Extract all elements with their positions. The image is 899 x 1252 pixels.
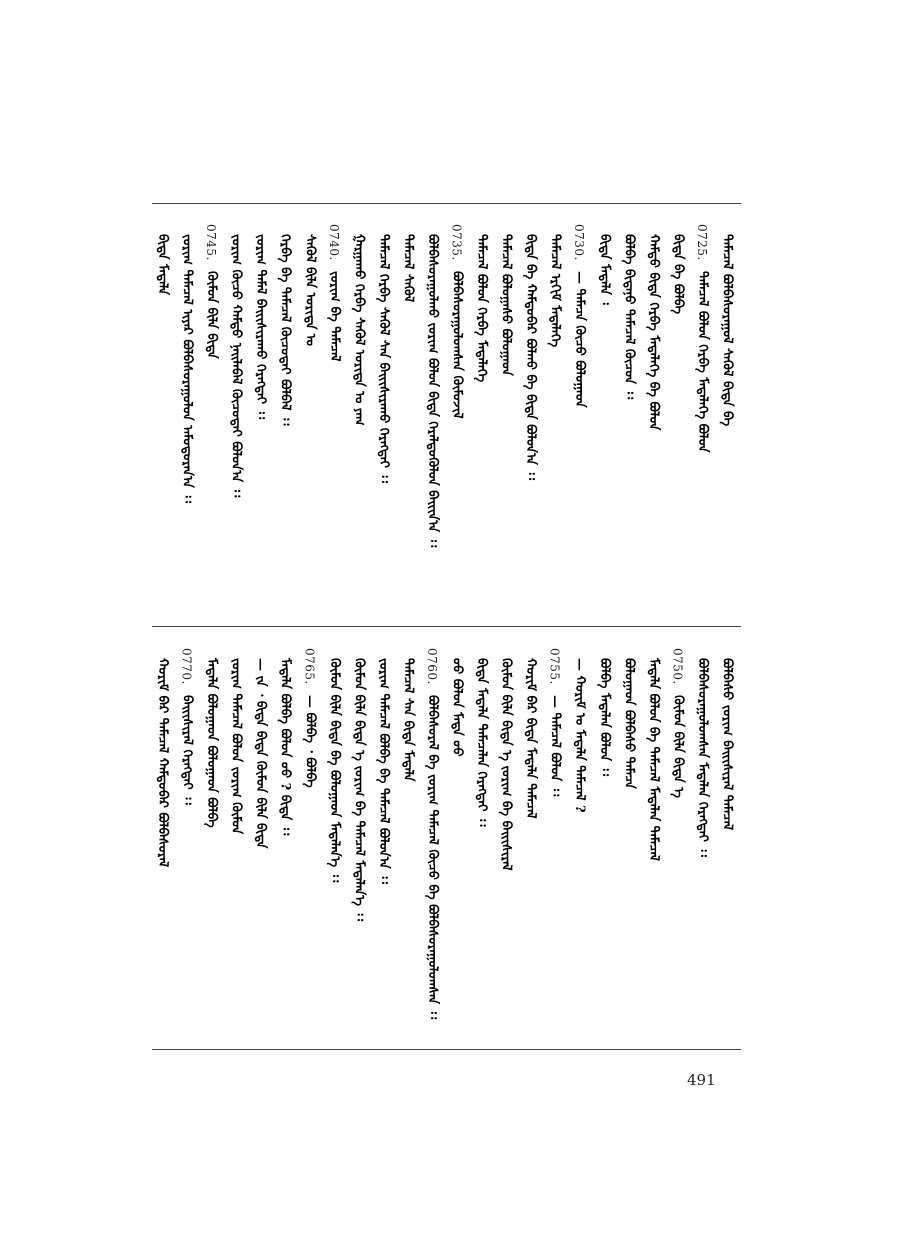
text-line — [596, 224, 612, 612]
text-line — [350, 648, 366, 1038]
mongolian-text: ᠪᠢᠳᠡ ᠮᠠᠳᠡᠯᠡ ᠲᠡᠮᠡᠴᠡᠯᠡᠨ ᠬᠡᠷᠡᠭᠲᠡᠢ ᠄᠄ — [474, 658, 490, 827]
mongolian-text: ᠲᠡᠮᠡᠴᠡᠯ ᠡᠷᠬᠢᠮ ᠮᠠᠳᠡᠯᠡᠭᠡ — [547, 234, 563, 348]
lower-text-block — [152, 648, 741, 1038]
text-line — [571, 648, 587, 1038]
text-line — [498, 648, 514, 1038]
text-line — [424, 648, 440, 1038]
line-number: 0745. — [204, 224, 219, 261]
mongolian-text: ᠵᠣᠷᠢᠭ ᠲᠡᠮᠡᠴᠡᠯ ᠪᠣᠯᠪᠠ ᠪᠠ ᠲᠡᠮᠡᠴᠡᠯ ᠪᠣᠯᠤᠨ᠎ᠠ ᠄᠄ — [375, 658, 391, 884]
mongolian-text: ᠪᠢᠳᠡ ᠪᠠ ᠪᠣᠯᠪᠠ — [670, 234, 686, 315]
mongolian-text: — ᠵᠠ ᠂ ᠪᠢᠳᠡ ᠪᠢᠳᠡ ᠬᠦᠮᠦᠨ ᠪᠢᠯᠡ ᠪᠢᠳᠡ — [253, 658, 269, 849]
line-number: 0765. — [302, 648, 317, 685]
mongolian-text: — ᠲᠡᠮᠡᠴᠡᠯ ᠪᠣᠯᠤᠨ ᠄᠄ — [547, 694, 563, 797]
text-line — [203, 648, 219, 1038]
text-line — [449, 648, 465, 1038]
text-line — [301, 224, 317, 612]
text-line — [179, 224, 195, 612]
mongolian-text: ᠪᠣᠯᠤᠭᠠᠳ ᠪᠣᠯᠪᠠᠰᠤ ᠲᠡᠮᠡᠴᠡ — [621, 658, 637, 789]
mongolian-text: ᠲᠡᠮᠡᠴᠡᠯ ᠪᠣᠯᠤᠨ ᠬᠡᠷᠪᠡ ᠮᠠᠳᠡᠯᠡᠭᠡ ᠪᠣᠯᠤᠨ — [694, 270, 710, 453]
mongolian-text: ᠭᠠᠷᠭᠠᠬᠤ ᠬᠡᠷᠪᠡ ᠰᠡᠭᠦᠯ ᠤᠷᠢᠳᠠ ᠤ ᠶᠠᠭ — [351, 234, 367, 426]
mongolian-text: ᠪᠢᠳᠡ ᠮᠠᠳᠡᠯᠡ ᠄ — [596, 234, 612, 305]
mongolian-text: ᠲᠡᠮᠡᠴᠡᠯ ᠪᠣᠯᠤᠨ ᠬᠡᠷᠪᠡ ᠮᠠᠳᠡᠯᠡᠭᠡ — [474, 234, 490, 383]
text-line — [498, 224, 514, 612]
text-line — [399, 648, 415, 1038]
mongolian-text: ᠪᠣᠯᠪᠠ ᠪᠢᠳᠡᠨᠦ ᠲᠡᠮᠡᠴᠡᠯ ᠬᠦᠴᠦᠨ ᠄᠄ — [621, 234, 637, 400]
text-line — [277, 648, 293, 1038]
bottom-rule — [152, 1049, 741, 1050]
text-line — [596, 648, 612, 1038]
text-line — [620, 224, 636, 612]
text-line — [301, 648, 317, 1038]
mongolian-text: ᠬᠦᠮᠦᠨ ᠪᠢᠯᠡ ᠪᠢᠳᠡ ᠪᠠ ᠪᠣᠯᠤᠭᠠᠳ ᠮᠠᠳᠡᠯᠡᠨ᠎ᠡ ᠄᠄ — [326, 658, 342, 883]
page-number: 491 — [687, 1071, 716, 1089]
text-line — [179, 648, 195, 1038]
line-number: 0725. — [694, 224, 709, 261]
mongolian-text: ᠤᠤ ᠪᠣᠯᠤᠨ ᠮᠠᠳᠡ ᠤᠤ — [449, 658, 465, 757]
text-line — [620, 648, 636, 1038]
mongolian-text: ᠬᠣᠷᠢᠮ ᠪᠠᠷ ᠲᠡᠮᠡᠴᠡᠯ ᠬᠠᠮᠲᠤᠪᠠᠷ ᠪᠣᠯᠪᠠᠰᠤᠷᠠᠯ — [155, 658, 170, 868]
text-line — [645, 648, 661, 1038]
text-line — [277, 224, 293, 612]
line-number: 0735. — [449, 224, 464, 261]
text-line — [252, 224, 268, 612]
text-line — [669, 224, 685, 612]
mongolian-text: ᠪᠣᠯᠪᠠᠰᠤᠷᠠᠭᠤᠯᠤᠭᠰᠠᠨ ᠮᠠᠳᠡᠯᠡᠨ ᠬᠡᠷᠡᠭᠲᠡᠢ ᠄᠄ — [694, 658, 710, 857]
text-line — [252, 648, 268, 1038]
text-line — [547, 224, 563, 612]
mongolian-text: ᠮᠠᠳᠡᠯᠡ ᠪᠣᠯᠤᠨ ᠪᠠ ᠲᠡᠮᠡᠴᠡᠯ ᠮᠠᠳᠡᠯᠡᠨ ᠲᠡᠮᠡᠴᠡᠯ — [645, 658, 661, 862]
text-line — [473, 648, 489, 1038]
mongolian-text: — ᠪᠣᠯᠪᠠ ᠂ ᠪᠣᠯᠪᠠ — [302, 694, 318, 788]
text-line — [669, 648, 685, 1038]
mongolian-text: ᠬᠣᠷᠢᠮ ᠪᠠᠷ ᠪᠢᠳᠡ ᠮᠠᠳᠡᠯᠡ ᠲᠡᠮᠡᠴᠡᠯ — [523, 658, 539, 819]
line-number: 0740. — [326, 224, 341, 261]
middle-rule — [152, 626, 741, 627]
mongolian-text: ᠪᠠᠢᠢᠰᠢᠷᠠᠯ ᠬᠡᠷᠡᠭᠲᠡᠢ ᠄᠄ — [179, 694, 195, 805]
text-line — [375, 224, 391, 612]
text-line — [203, 224, 219, 612]
text-line — [399, 224, 415, 612]
mongolian-text: ᠮᠠᠳᠡᠯᠡ ᠪᠣᠯᠤᠭᠠᠳ ᠪᠣᠯᠤᠭᠠᠳ ᠪᠣᠯᠪᠠ — [204, 658, 220, 828]
text-line — [645, 224, 661, 612]
text-line — [154, 648, 170, 1038]
mongolian-text: ᠪᠣᠯᠪᠠᠰᠤᠷᠠᠯ ᠪᠠ ᠵᠣᠷᠢᠭ ᠲᠡᠮᠡᠴᠡᠯ ᠬᠦᠴᠦ ᠪᠠ ᠪᠣᠯᠪᠠᠰᠤᠷᠠᠭᠤᠯᠤᠭᠰᠠᠨ ᠄᠄ — [424, 694, 440, 1020]
line-number: 0755. — [547, 648, 562, 685]
text-line — [424, 224, 440, 612]
text-line — [326, 648, 342, 1038]
mongolian-text: ᠪᠣᠯᠪᠠᠰᠤ ᠵᠣᠷᠢᠭ ᠪᠠᠢᠢᠰᠢᠷᠠᠯ ᠲᠡᠮᠡᠴᠡᠯ — [719, 658, 735, 831]
text-line — [228, 224, 244, 612]
top-rule — [152, 203, 741, 204]
text-line — [694, 224, 710, 612]
text-line — [154, 224, 170, 612]
text-line — [228, 648, 244, 1038]
mongolian-text: ᠲᠡᠮᠡᠴᠡᠯ ᠪᠣᠯᠪᠠᠰᠤᠷᠠᠭᠤᠯ ᠰᠡᠭᠦᠯ ᠪᠢᠳᠡ ᠪᠠ — [719, 234, 735, 427]
text-line — [547, 648, 563, 1038]
line-number: 0750. — [670, 648, 685, 685]
mongolian-text: ᠬᠦᠮᠦᠨ ᠪᠢᠯᠡ ᠪᠢᠳᠡ ᠡ ᠵᠣᠷᠢᠭ ᠪᠠ ᠲᠡᠮᠡᠴᠡᠯ ᠮᠠᠳᠡᠯᠡᠨ᠎ᠡ ᠄᠄ — [351, 658, 367, 921]
mongolian-text: — ᠬᠣᠷᠢᠮ ᠤ ᠮᠠᠳᠡᠯᠡ ᠲᠡᠮᠡᠴᠡᠯ ? — [572, 658, 588, 813]
line-number: 0730. — [572, 224, 587, 261]
text-line — [522, 224, 538, 612]
mongolian-text: ᠲᠡᠮᠡᠴᠡᠯ ᠰᠠᠨ ᠪᠢᠳᠡ ᠮᠠᠳᠡᠯᠡ — [400, 658, 416, 782]
mongolian-text: ᠲᠡᠮᠡᠴᠡᠯ ᠪᠣᠯᠤᠭᠠᠰᠤ ᠪᠣᠯᠤᠭᠠᠳ — [498, 234, 514, 376]
mongolian-text: ᠲᠡᠮᠡᠴᠡᠯ ᠰᠡᠭᠦᠯ — [400, 234, 416, 303]
line-number: 0770. — [179, 648, 194, 685]
mongolian-text: — ᠲᠡᠮᠡᠴᠡ ᠬᠦᠴᠦ ᠪᠣᠯᠤᠭᠠᠳ — [572, 270, 588, 408]
mongolian-text: ᠵᠣᠷᠢᠭ ᠬᠦᠴᠦ ᠬᠠᠮᠲᠤ ᠨᠡᠢᠯᠡᠪᠡᠯ ᠬᠦᠴᠦᠲᠡᠢ ᠪᠣᠯᠤᠨ᠎ᠠ ᠄᠄ — [228, 234, 244, 498]
text-line — [449, 224, 465, 612]
text-line — [694, 648, 710, 1038]
mongolian-text: ᠲᠡᠮᠡᠴᠡᠯ ᠬᠡᠷᠪᠡ ᠰᠡᠭᠦᠯ ᠰᠠᠨ ᠪᠠᠢᠢᠰᠢᠷᠠᠬᠤ ᠬᠡᠷᠡᠭᠲᠡᠢ ᠄᠄ — [375, 234, 391, 483]
mongolian-text: ᠪᠣᠯᠪᠠᠰᠤᠷᠠᠭᠤᠯᠬᠤ ᠵᠣᠷᠢᠭ ᠪᠣᠯᠤᠨ ᠪᠢᠳᠡ ᠭᠡᠷᠡᠯᠲᠦᠭᠦᠯᠦᠨ ᠪᠠᠢᠢᠨ᠎ᠠ ᠄᠄ — [424, 234, 440, 548]
text-line — [350, 224, 366, 612]
text-line — [326, 224, 342, 612]
text-line — [718, 648, 734, 1038]
text-line — [718, 224, 734, 612]
mongolian-text: ᠪᠣᠯᠪᠠᠰᠤᠷᠠᠭᠤᠯᠤᠭᠰᠠᠨ ᠬᠦᠮᠦᠵᠢᠯ — [449, 270, 465, 419]
text-line — [571, 224, 587, 612]
upper-text-block — [152, 224, 741, 612]
mongolian-text: ᠬᠦᠮᠦᠨ ᠪᠢᠯᠡ ᠪᠢᠳᠡ ᠡ — [670, 694, 686, 798]
mongolian-text: ᠵᠣᠷᠢᠭ ᠲᠡᠮᠡᠯ ᠪᠠᠢᠢᠰᠢᠷᠠᠬᠤ ᠬᠡᠷᠡᠭᠲᠡᠢ ᠄᠄ — [253, 234, 269, 420]
text-line — [522, 648, 538, 1038]
line-number: 0760. — [424, 648, 439, 685]
mongolian-text: ᠬᠦᠮᠦᠨ ᠪᠢᠯᠡ ᠪᠢᠳᠡ ᠡ ᠵᠣᠷᠢᠭ ᠪᠠ ᠪᠠᠢᠢᠰᠢᠷᠠᠯ — [498, 658, 514, 871]
mongolian-text: ᠪᠢᠳᠡ ᠮᠠᠳᠡᠯᠡ — [155, 234, 170, 295]
mongolian-text: ᠬᠦᠮᠦᠨ ᠪᠢᠯᠡ ᠪᠢᠳᠡ — [204, 270, 220, 359]
mongolian-text: ᠵᠣᠷᠢᠭ ᠲᠡᠮᠡᠴᠡᠯ ᠪᠣᠯᠤᠨ ᠵᠣᠷᠢᠭ ᠬᠦᠮᠦᠨ — [228, 658, 244, 835]
text-line — [473, 224, 489, 612]
text-line — [375, 648, 391, 1038]
mongolian-text: ᠮᠠᠳᠡᠯᠡ ᠪᠣᠯᠪᠠ ᠪᠣᠯᠤᠨ ᠤᠤ ? ᠪᠢᠳᠡ ᠄᠄ — [277, 658, 293, 836]
mongolian-text: ᠰᠡᠭᠦᠯ ᠪᠢᠯᠡ ᠤᠷᠢᠳᠠ ᠤ — [302, 234, 318, 347]
mongolian-text: ᠬᠡᠷᠪᠡ ᠪᠠ ᠲᠡᠮᠡᠴᠡᠯ ᠬᠦᠴᠦᠲᠡᠢ ᠪᠣᠯᠪᠠᠯ ᠄᠄ — [277, 234, 293, 426]
mongolian-text: ᠪᠣᠯᠪᠠ ᠮᠠᠳᠡᠯᠡᠨ ᠪᠣᠯᠤᠨ ᠄᠄ — [596, 658, 612, 777]
mongolian-text: ᠪᠢᠳᠡ ᠪᠠ ᠬᠠᠮᠲᠤᠪᠠᠷ ᠪᠣᠯᠬᠤ ᠪᠠ ᠪᠢᠳᠡ ᠪᠣᠯᠤᠨ᠎ᠠ ᠄᠄ — [523, 234, 539, 481]
mongolian-text: ᠵᠣᠷᠢᠭ ᠲᠡᠮᠡᠴᠡᠯ ᠢᠶᠡᠷ ᠪᠣᠯᠪᠠᠰᠤᠷᠠᠭᠤᠯᠤᠨ ᠠᠮᠤᠳᠤᠷᠠᠨ᠎ᠠ ᠄᠄ — [179, 234, 195, 504]
mongolian-text: ᠬᠠᠮᠲᠤ ᠪᠢᠳᠡ ᠬᠡᠷᠪᠡ ᠮᠠᠳᠡᠯᠡᠭᠡ ᠪᠠ ᠪᠣᠯᠤᠨ — [645, 234, 661, 431]
mongolian-text: ᠵᠣᠷᠢᠭ ᠪᠠ ᠲᠡᠮᠡᠴᠡᠯ — [326, 270, 342, 362]
